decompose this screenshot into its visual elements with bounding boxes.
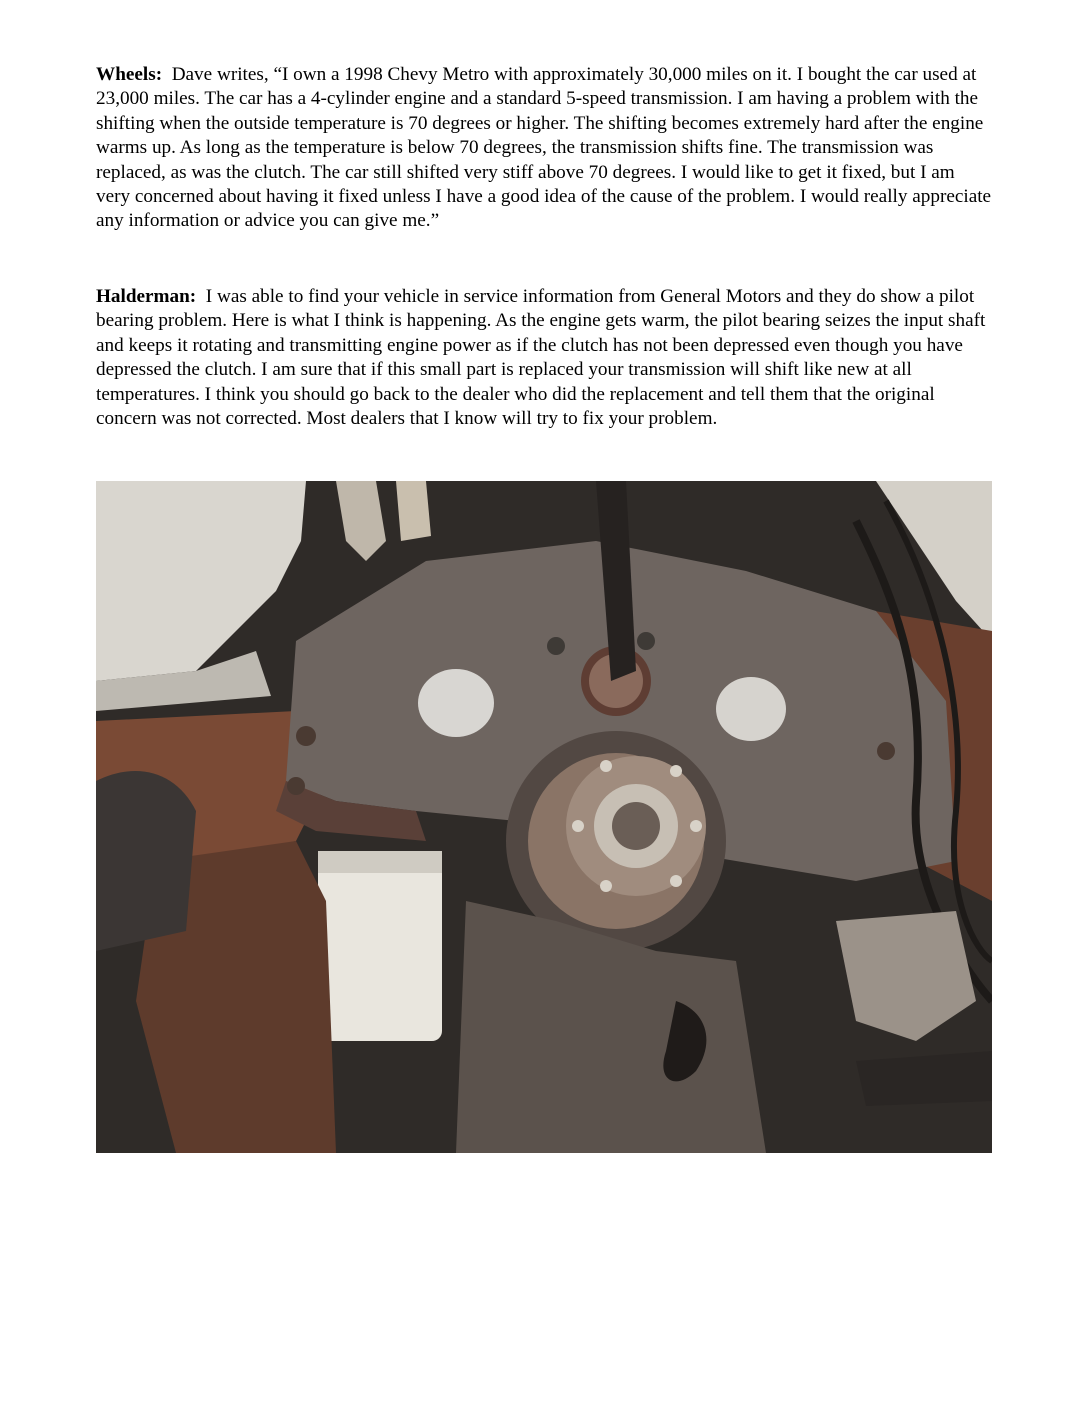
oil-filter (318, 851, 442, 1041)
left-access-hole (418, 669, 494, 737)
bolt-left-lower (287, 777, 305, 795)
oil-filter-rim (318, 851, 442, 873)
flange-bolt-2 (670, 765, 682, 777)
right-access-hole (716, 677, 786, 741)
bolt-center-right (637, 632, 655, 650)
engine-photo-illustration (96, 481, 992, 1153)
flange-bolt-3 (690, 820, 702, 832)
flange-bolt-4 (670, 875, 682, 887)
bolt-left-upper (296, 726, 316, 746)
flange-bolt-6 (572, 820, 584, 832)
answer-speaker: Halderman: (96, 286, 197, 307)
letter-text: Dave writes, “I own a 1998 Chevy Metro with approximately 30,000 miles on it. I bought the car used at 23,000 miles. The car has a 4-cylinder engine and a standard 5-speed transmission. I am having a problem with the shifting when the outside temperature is 70 degrees or higher. The shifting becomes extremely hard after the engine warms up. As long as the temperature is below 70 degrees, the transmission shifts fine. The transmission was replaced, as was the clutch. The car still shifted very stiff above 70 degrees. I would like to get it fixed, but I am very concerned about having it fixed unless I have a good idea of the cause of the problem. I would really appreciate any information or advice you can give me.” (96, 64, 992, 232)
letter-speaker: Wheels: (96, 64, 163, 85)
upper-pipe (396, 481, 431, 541)
answer-paragraph (96, 285, 992, 431)
bolt-center-left (547, 637, 565, 655)
flange-bolt-1 (600, 760, 612, 772)
left-axle-tube (96, 771, 196, 951)
bolt-right (877, 742, 895, 760)
pilot-bearing-bore (612, 802, 660, 850)
letter-paragraph (96, 63, 992, 234)
engine-photo (96, 481, 992, 1153)
answer-text: I was able to find your vehicle in service information from General Motors and they do show a pilot bearing problem. Here is what I think is happening. As the engine gets warm, the pilot bearing seizes the input shaft and keeps it rotating and transmitting engine power as if the clutch has not been depressed even though you have depressed the clutch. I am sure that if this small part is replaced your transmission will shift like new at all temperatures. I think you should go back to the dealer who did the replacement and tell them that the original concern was not corrected. Most dealers that I know will try to fix your problem. (96, 286, 986, 430)
flange-bolt-5 (600, 880, 612, 892)
